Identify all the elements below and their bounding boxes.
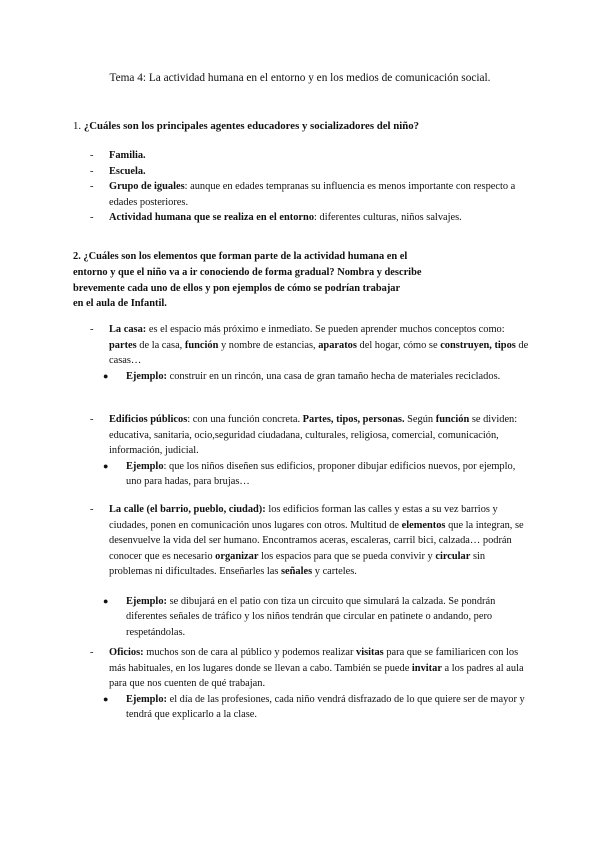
- example-list: [90, 692, 530, 723]
- example-list: [90, 594, 530, 641]
- list-item: - Grupo de iguales: aunque en edades tempranas su influencia es menos importante con respecto a edades posteriores.: [90, 181, 516, 208]
- section-oficios-text: - Oficios: muchos son de cara al público y podemos realizar visitas para que se familiaricen con los más habituales, en los lugares donde se llevan a cabo. También se puede invitar a los padres al aula para que nos cuenten de qué trabajan.: [90, 647, 524, 689]
- section-casa-text: - La casa: es el espacio más próximo e inmediato. Se pueden aprender muchos conceptos como: partes de la casa, función y nombre de estancias, aparatos del hogar, cómo se construyen, tipos de casas…: [90, 324, 529, 366]
- section-edificios-text: - Edificios públicos: con una función concreta. Partes, tipos, personas. Según función se dividen: educativa, sanitaria, ocio,seguridad ciudadana, culturales, religiosa, comercial, comunicación, información, judicial.: [90, 414, 518, 456]
- example-item: ● Ejemplo: que los niños diseñen sus edificios, proponer dibujar edificios nuevos, por ejemplo, uno para hadas, para brujas…: [103, 460, 516, 487]
- bullet-icon: ●: [103, 370, 109, 381]
- agents-list: [90, 148, 530, 226]
- bullet-icon: ●: [103, 693, 109, 704]
- document-title: Tema 4: La actividad humana en el entorno y en los medios de comunicación social.: [109, 72, 491, 84]
- section-casa: [90, 322, 530, 384]
- question-1-number: 1.: [73, 120, 82, 132]
- example-list: [90, 459, 530, 490]
- section-calle-text: - La calle (el barrio, pueblo, ciudad): los edificios forman las calles y estas a su vez barrios y ciudades, ponen en comunicación unos lugares con otros. Multitud de elementos que la integran, se desenvuelve la vida del ser humano. Encontramos aceras, escaleras, carril bici, calzada… podrán conocer que es necesario organizar los espacios para que se pueda convivir y circular sin problemas ni dificultades. Enseñarles las señales y carteles.: [90, 504, 524, 577]
- example-item: ● Ejemplo: construir en un rincón, una casa de gran tamaño hecha de materiales reciclados.: [90, 369, 530, 385]
- question-2-line: brevemente cada uno de ellos y pon ejemplos de cómo se podrían trabajar: [73, 282, 401, 294]
- section-edificios: [90, 412, 530, 490]
- section-calle: [90, 502, 530, 640]
- example-list: [90, 369, 530, 385]
- list-item: - Actividad humana que se realiza en el entorno: diferentes culturas, niños salvajes.: [90, 212, 462, 223]
- list-item: - Familia.: [90, 150, 146, 161]
- question-1: [73, 119, 543, 135]
- example-item: ● Ejemplo: el día de las profesiones, cada niño vendrá disfrazado de lo que quiere ser de mayor y tendrá que explicarlo a la clase.: [103, 693, 525, 720]
- bullet-icon: ●: [103, 595, 109, 606]
- question-2-line: entorno y que el niño va a ir conociendo de forma gradual? Nombra y describe: [73, 266, 422, 278]
- section-oficios: [90, 645, 530, 723]
- list-item: - Escuela.: [90, 165, 146, 177]
- example-item: ● Ejemplo: se dibujará en el patio con tiza un circuito que simulará la calzada. Se pondrán diferentes señales de tráfico y los niños tendrán que circular en patinete o andando, pero respetándolas.: [103, 595, 496, 638]
- question-2-line: 2. ¿Cuáles son los elementos que forman parte de la actividad humana en el: [73, 251, 408, 262]
- bullet-icon: ●: [103, 460, 109, 471]
- question-1-text: ¿Cuáles son los principales agentes educadores y socializadores del niño?: [83, 120, 420, 132]
- question-2: [73, 249, 453, 312]
- question-2-line: en el aula de Infantil.: [73, 298, 167, 310]
